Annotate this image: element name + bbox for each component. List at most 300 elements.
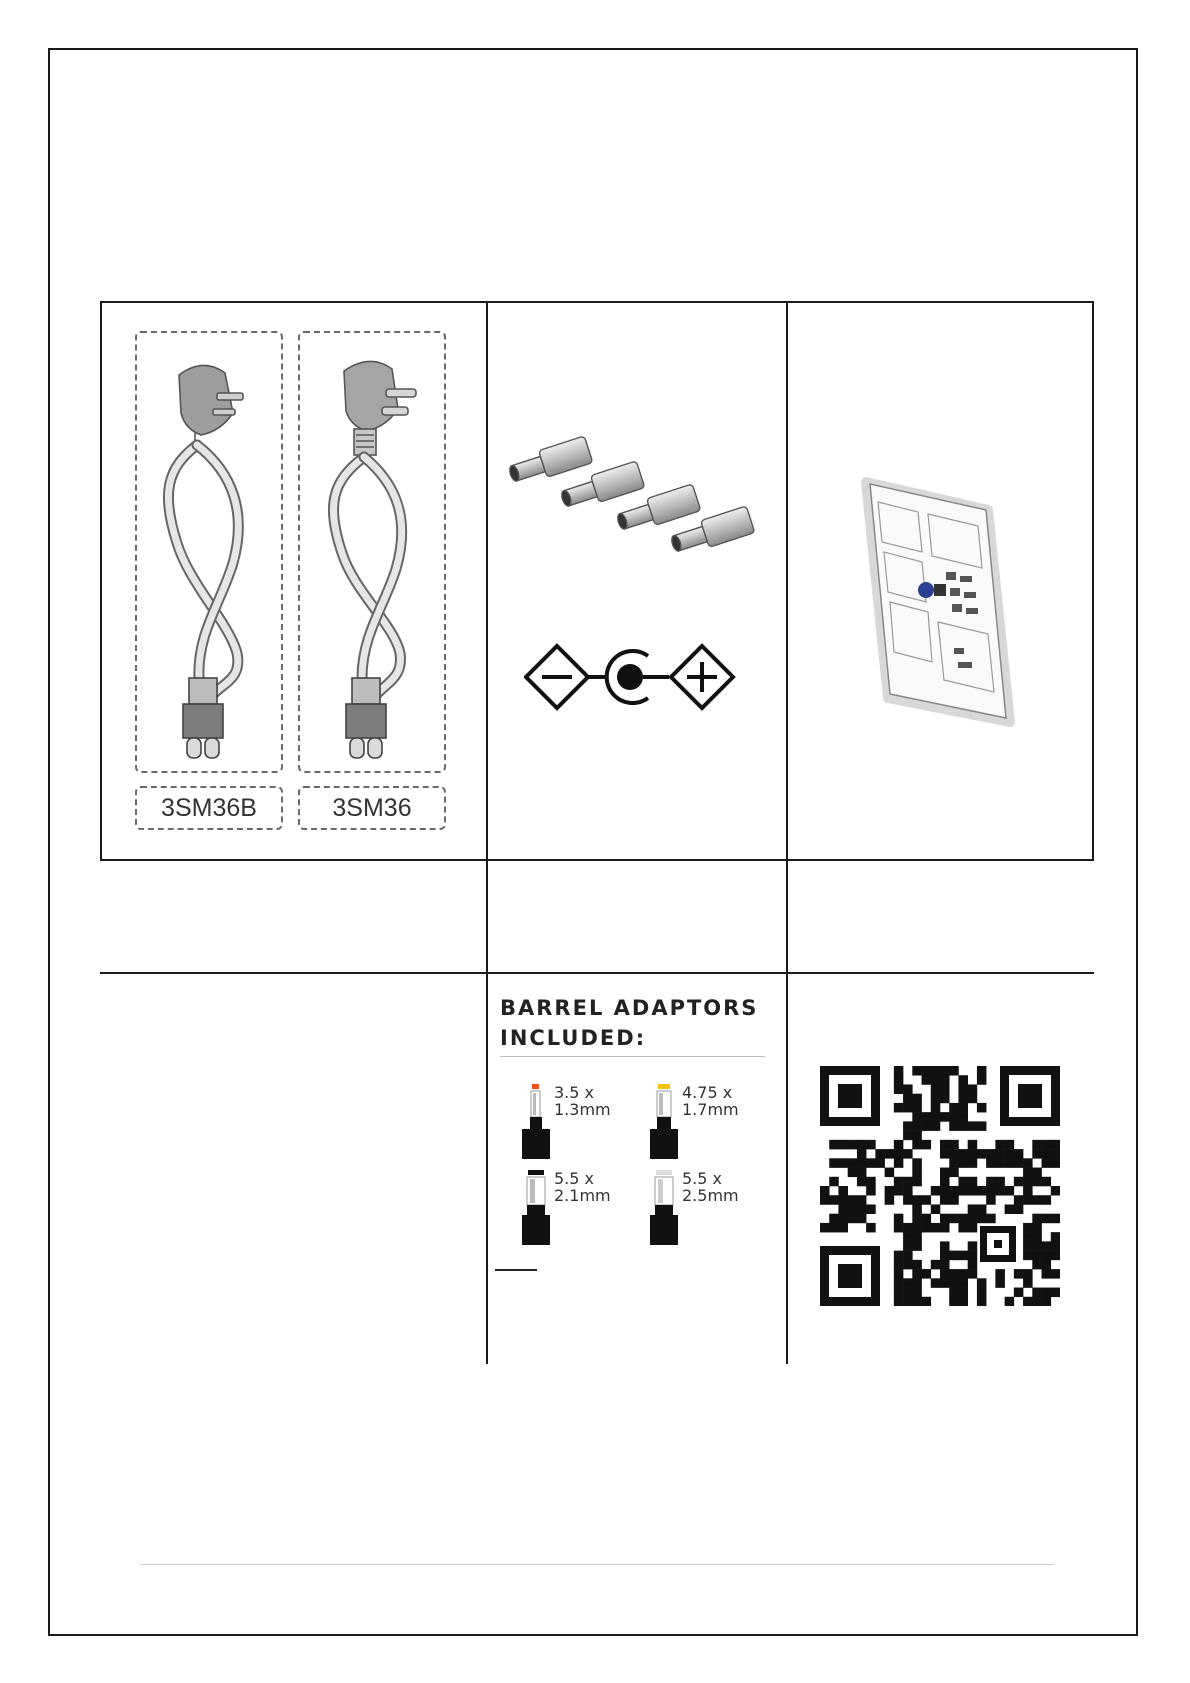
adaptor-size-line2: 1.7mm: [682, 1100, 739, 1119]
qr-module: [949, 1112, 959, 1122]
qr-module: [977, 1297, 987, 1306]
qr-module: [1042, 1260, 1052, 1270]
qr-module: [1042, 1158, 1052, 1168]
qr-module: [1032, 1195, 1042, 1205]
qr-module: [903, 1195, 913, 1205]
qr-module: [885, 1149, 895, 1159]
qr-module: [1023, 1195, 1033, 1205]
qr-module: [1051, 1251, 1060, 1261]
adaptor-size-line2: 1.3mm: [554, 1100, 611, 1119]
qr-module: [857, 1204, 867, 1214]
qr-module: [949, 1251, 959, 1261]
qr-module: [838, 1223, 848, 1233]
adaptor-size-line1: 5.5 x: [682, 1169, 722, 1188]
barrel-heading-line2: INCLUDED:: [500, 1026, 647, 1050]
qr-module: [875, 1158, 885, 1168]
qr-module: [912, 1214, 922, 1224]
qr-module: [995, 1177, 1005, 1187]
qr-module: [977, 1204, 987, 1214]
qr-module: [1042, 1241, 1052, 1251]
qr-module: [1051, 1186, 1060, 1196]
qr-module: [1014, 1158, 1024, 1168]
qr-code-icon[interactable]: [820, 1066, 1060, 1306]
qr-module: [968, 1186, 978, 1196]
qr-module: [903, 1278, 913, 1288]
qr-module: [903, 1241, 913, 1251]
qr-module: [931, 1260, 941, 1270]
qr-module: [848, 1195, 858, 1205]
qr-module: [885, 1168, 895, 1178]
barrel-adaptors-heading: [500, 993, 780, 1053]
qr-module: [912, 1232, 922, 1242]
qr-module: [958, 1269, 968, 1279]
qr-module: [940, 1269, 950, 1279]
qr-module: [940, 1094, 950, 1104]
qr-module: [912, 1066, 922, 1076]
barrel-tips-icon: [500, 400, 780, 560]
qr-module: [903, 1094, 913, 1104]
adaptor-tip-icon: [648, 1170, 680, 1246]
qr-module: [1014, 1149, 1024, 1159]
qr-module: [903, 1149, 913, 1159]
qr-module: [958, 1149, 968, 1159]
qr-module: [1014, 1204, 1024, 1214]
qr-module: [1051, 1149, 1060, 1159]
qr-module: [1032, 1149, 1042, 1159]
adaptor-item: [520, 1170, 650, 1246]
qr-module: [922, 1112, 932, 1122]
qr-module: [1005, 1186, 1015, 1196]
qr-module: [848, 1140, 858, 1150]
adaptor-item: [520, 1084, 650, 1160]
qr-module: [894, 1103, 904, 1113]
qr-module: [866, 1140, 876, 1150]
qr-module: [931, 1204, 941, 1214]
qr-module: [1042, 1251, 1052, 1261]
qr-module: [848, 1214, 858, 1224]
qr-module: [931, 1103, 941, 1113]
qr-module: [949, 1103, 959, 1113]
adaptor-tip-icon: [520, 1084, 552, 1160]
qr-module: [949, 1288, 959, 1298]
qr-module: [1023, 1186, 1033, 1196]
qr-module: [940, 1075, 950, 1085]
qr-module: [829, 1158, 839, 1168]
barrel-heading-rule: [500, 1056, 765, 1057]
qr-module: [903, 1103, 913, 1113]
qr-module: [931, 1186, 941, 1196]
qr-module: [995, 1140, 1005, 1150]
qr-module: [958, 1112, 968, 1122]
qr-module: [838, 1158, 848, 1168]
qr-module: [912, 1297, 922, 1306]
qr-module: [958, 1094, 968, 1104]
qr-module: [977, 1186, 987, 1196]
qr-module: [1032, 1140, 1042, 1150]
short-rule: [495, 1269, 537, 1271]
qr-module: [912, 1278, 922, 1288]
qr-module: [968, 1214, 978, 1224]
qr-module: [1023, 1241, 1033, 1251]
qr-module: [1051, 1288, 1060, 1298]
adaptor-size-line1: 4.75 x: [682, 1083, 733, 1102]
qr-module: [1023, 1158, 1033, 1168]
qr-module: [940, 1260, 950, 1270]
qr-module: [1023, 1168, 1033, 1178]
qr-module: [1032, 1288, 1042, 1298]
qr-module: [1005, 1158, 1015, 1168]
qr-module: [958, 1214, 968, 1224]
qr-module: [995, 1149, 1005, 1159]
adaptor-item: [648, 1170, 778, 1246]
qr-module: [977, 1121, 987, 1131]
qr-module: [922, 1121, 932, 1131]
qr-module: [940, 1140, 950, 1150]
qr-module: [940, 1168, 950, 1178]
qr-module: [931, 1112, 941, 1122]
qr-module: [968, 1177, 978, 1187]
qr-module: [894, 1066, 904, 1076]
qr-module: [949, 1066, 959, 1076]
adaptor-tip-icon: [648, 1084, 680, 1160]
qr-module: [1014, 1269, 1024, 1279]
qr-module: [857, 1195, 867, 1205]
qr-module: [857, 1177, 867, 1187]
qr-module: [1014, 1288, 1024, 1298]
qr-module: [968, 1241, 978, 1251]
qr-module: [1042, 1297, 1052, 1306]
qr-module: [1042, 1288, 1052, 1298]
section-divider: [100, 972, 1094, 974]
qr-module: [894, 1084, 904, 1094]
qr-module: [1042, 1195, 1052, 1205]
qr-module: [940, 1112, 950, 1122]
qr-module: [995, 1269, 1005, 1279]
qr-module: [968, 1269, 978, 1279]
adaptor-size-line1: 5.5 x: [554, 1169, 594, 1188]
qr-module: [866, 1204, 876, 1214]
qr-module: [1005, 1140, 1015, 1150]
qr-module: [838, 1140, 848, 1150]
qr-module: [1023, 1177, 1033, 1187]
qr-module: [949, 1278, 959, 1288]
qr-module: [1032, 1177, 1042, 1187]
qr-module: [922, 1075, 932, 1085]
qr-module: [977, 1288, 987, 1298]
qr-module: [866, 1223, 876, 1233]
qr-module: [940, 1241, 950, 1251]
qr-module: [940, 1195, 950, 1205]
qr-module: [949, 1269, 959, 1279]
qr-module: [820, 1186, 830, 1196]
qr-module: [958, 1075, 968, 1085]
qr-module: [1005, 1204, 1015, 1214]
barrel-heading-line1: BARREL ADAPTORS: [500, 996, 759, 1020]
qr-module: [838, 1195, 848, 1205]
qr-module: [958, 1103, 968, 1113]
polarity-symbol: [524, 642, 736, 712]
qr-module: [1032, 1223, 1042, 1233]
footer-rule: [140, 1564, 1054, 1565]
adaptor-size-line2: 2.1mm: [554, 1186, 611, 1205]
adaptor-tip-icon: [520, 1170, 552, 1246]
adaptor-size-line1: 3.5 x: [554, 1083, 594, 1102]
qr-module: [1051, 1232, 1060, 1242]
qr-module: [977, 1075, 987, 1085]
qr-module: [1051, 1241, 1060, 1251]
qr-module: [1005, 1297, 1015, 1306]
qr-module: [958, 1251, 968, 1261]
qr-module: [986, 1149, 996, 1159]
qr-module: [922, 1214, 932, 1224]
qr-module: [894, 1177, 904, 1187]
qr-module: [903, 1260, 913, 1270]
qr-module: [940, 1251, 950, 1261]
qr-module: [986, 1158, 996, 1168]
qr-module: [1023, 1232, 1033, 1242]
qr-module: [912, 1241, 922, 1251]
qr-module: [894, 1214, 904, 1224]
qr-module: [838, 1204, 848, 1214]
qr-module: [894, 1149, 904, 1159]
qr-module: [857, 1149, 867, 1159]
qr-module: [903, 1232, 913, 1242]
qr-module: [949, 1121, 959, 1131]
qr-module: [820, 1195, 830, 1205]
qr-module: [958, 1278, 968, 1288]
qr-module: [857, 1214, 867, 1224]
qr-module: [949, 1140, 959, 1150]
qr-module: [903, 1186, 913, 1196]
qr-module: [931, 1066, 941, 1076]
qr-module: [829, 1140, 839, 1150]
qr-module: [894, 1288, 904, 1298]
qr-module: [857, 1140, 867, 1150]
qr-module: [829, 1214, 839, 1224]
qr-module: [903, 1251, 913, 1261]
qr-module: [894, 1223, 904, 1233]
column-divider-2: [786, 301, 788, 1364]
qr-module: [958, 1177, 968, 1187]
qr-module: [1042, 1149, 1052, 1159]
qr-module: [912, 1195, 922, 1205]
qr-module: [885, 1186, 895, 1196]
qr-module: [977, 1103, 987, 1113]
manual-sheet-icon: [858, 472, 1018, 732]
qr-module: [829, 1195, 839, 1205]
qr-module: [995, 1278, 1005, 1288]
qr-module: [958, 1297, 968, 1306]
qr-module: [1042, 1214, 1052, 1224]
qr-module: [986, 1177, 996, 1187]
qr-module: [949, 1297, 959, 1306]
column-divider-1: [486, 301, 488, 1364]
adaptor-item: [648, 1084, 778, 1160]
qr-module: [903, 1131, 913, 1141]
qr-module: [903, 1223, 913, 1233]
qr-module: [931, 1278, 941, 1288]
qr-module: [903, 1177, 913, 1187]
qr-module: [912, 1223, 922, 1233]
qr-module: [977, 1066, 987, 1076]
qr-module: [949, 1214, 959, 1224]
qr-module: [820, 1223, 830, 1233]
qr-module: [903, 1121, 913, 1131]
qr-module: [1032, 1168, 1042, 1178]
qr-module: [866, 1186, 876, 1196]
qr-module: [922, 1066, 932, 1076]
eu-power-cord-icon: [300, 333, 444, 771]
qr-module: [903, 1084, 913, 1094]
adaptor-size-line2: 2.5mm: [682, 1186, 739, 1205]
qr-module: [1032, 1297, 1042, 1306]
qr-module: [1051, 1214, 1060, 1224]
qr-module: [958, 1121, 968, 1131]
qr-module: [912, 1121, 922, 1131]
qr-module: [931, 1121, 941, 1131]
cord-box-eu: [298, 331, 446, 773]
uk-power-cord-icon: [137, 333, 281, 771]
qr-module: [1023, 1251, 1033, 1261]
qr-module: [912, 1158, 922, 1168]
qr-module: [912, 1260, 922, 1270]
qr-module: [922, 1223, 932, 1233]
qr-module: [949, 1168, 959, 1178]
qr-module: [1032, 1232, 1042, 1242]
qr-module: [949, 1158, 959, 1168]
qr-module: [912, 1140, 922, 1150]
qr-module: [968, 1251, 978, 1261]
cord-box-uk: [135, 331, 283, 773]
qr-module: [931, 1084, 941, 1094]
qr-module: [894, 1158, 904, 1168]
qr-module: [922, 1297, 932, 1306]
qr-module: [894, 1260, 904, 1270]
qr-module: [949, 1195, 959, 1205]
qr-module: [1042, 1177, 1052, 1187]
qr-module: [986, 1195, 996, 1205]
qr-module: [1051, 1269, 1060, 1279]
qr-module: [940, 1214, 950, 1224]
qr-module: [940, 1149, 950, 1159]
qr-module: [995, 1186, 1005, 1196]
qr-module: [848, 1204, 858, 1214]
qr-module: [958, 1223, 968, 1233]
qr-module: [1023, 1297, 1033, 1306]
qr-module: [1023, 1278, 1033, 1288]
qr-module: [866, 1158, 876, 1168]
qr-module: [1051, 1158, 1060, 1168]
qr-module: [912, 1204, 922, 1214]
qr-module: [875, 1149, 885, 1159]
qr-module: [949, 1186, 959, 1196]
cord-model-label-uk: 3SM36B: [135, 786, 283, 830]
qr-module: [931, 1075, 941, 1085]
qr-module: [995, 1158, 1005, 1168]
qr-module: [1032, 1260, 1042, 1270]
qr-module: [894, 1186, 904, 1196]
qr-module: [922, 1140, 932, 1150]
qr-module: [940, 1223, 950, 1233]
qr-module: [894, 1278, 904, 1288]
qr-module: [940, 1186, 950, 1196]
qr-module: [857, 1168, 867, 1178]
qr-module: [931, 1223, 941, 1233]
qr-module: [1032, 1241, 1042, 1251]
qr-module: [829, 1177, 839, 1187]
qr-module: [848, 1168, 858, 1178]
qr-module: [894, 1297, 904, 1306]
qr-module: [958, 1288, 968, 1298]
qr-module: [838, 1214, 848, 1224]
qr-module: [912, 1094, 922, 1104]
qr-module: [1005, 1149, 1015, 1159]
qr-module: [848, 1158, 858, 1168]
qr-module: [949, 1149, 959, 1159]
qr-module: [1014, 1177, 1024, 1187]
qr-module: [912, 1168, 922, 1178]
qr-module: [968, 1140, 978, 1150]
qr-module: [1051, 1140, 1060, 1150]
cord-model-label-eu: 3SM36: [298, 786, 446, 830]
qr-module: [940, 1177, 950, 1187]
qr-module: [968, 1149, 978, 1159]
qr-module: [958, 1084, 968, 1094]
qr-module: [1032, 1251, 1042, 1261]
qr-module: [968, 1223, 978, 1233]
qr-module: [885, 1195, 895, 1205]
qr-module: [1023, 1269, 1033, 1279]
qr-module: [894, 1140, 904, 1150]
qr-module: [894, 1075, 904, 1085]
qr-module: [1032, 1214, 1042, 1224]
qr-module: [894, 1251, 904, 1261]
qr-module: [1014, 1195, 1024, 1205]
qr-module: [912, 1112, 922, 1122]
qr-module: [986, 1214, 996, 1224]
qr-module: [912, 1131, 922, 1141]
qr-module: [857, 1158, 867, 1168]
qr-module: [903, 1288, 913, 1298]
qr-module: [940, 1278, 950, 1288]
qr-module: [912, 1288, 922, 1298]
qr-module: [977, 1278, 987, 1288]
qr-module: [1042, 1269, 1052, 1279]
qr-module: [912, 1177, 922, 1187]
qr-module: [838, 1186, 848, 1196]
qr-module: [922, 1269, 932, 1279]
qr-module: [968, 1084, 978, 1094]
qr-module: [866, 1177, 876, 1187]
qr-module: [977, 1149, 987, 1159]
qr-module: [922, 1195, 932, 1205]
qr-module: [912, 1269, 922, 1279]
qr-module: [931, 1094, 941, 1104]
qr-module: [1023, 1223, 1033, 1233]
qr-module: [968, 1158, 978, 1168]
qr-module: [894, 1269, 904, 1279]
qr-module: [968, 1204, 978, 1214]
qr-module: [986, 1186, 996, 1196]
qr-module: [958, 1158, 968, 1168]
qr-module: [940, 1066, 950, 1076]
qr-module: [968, 1094, 978, 1104]
qr-module: [1042, 1140, 1052, 1150]
qr-module: [968, 1121, 978, 1131]
qr-module: [903, 1297, 913, 1306]
qr-module: [912, 1103, 922, 1113]
qr-module: [829, 1223, 839, 1233]
